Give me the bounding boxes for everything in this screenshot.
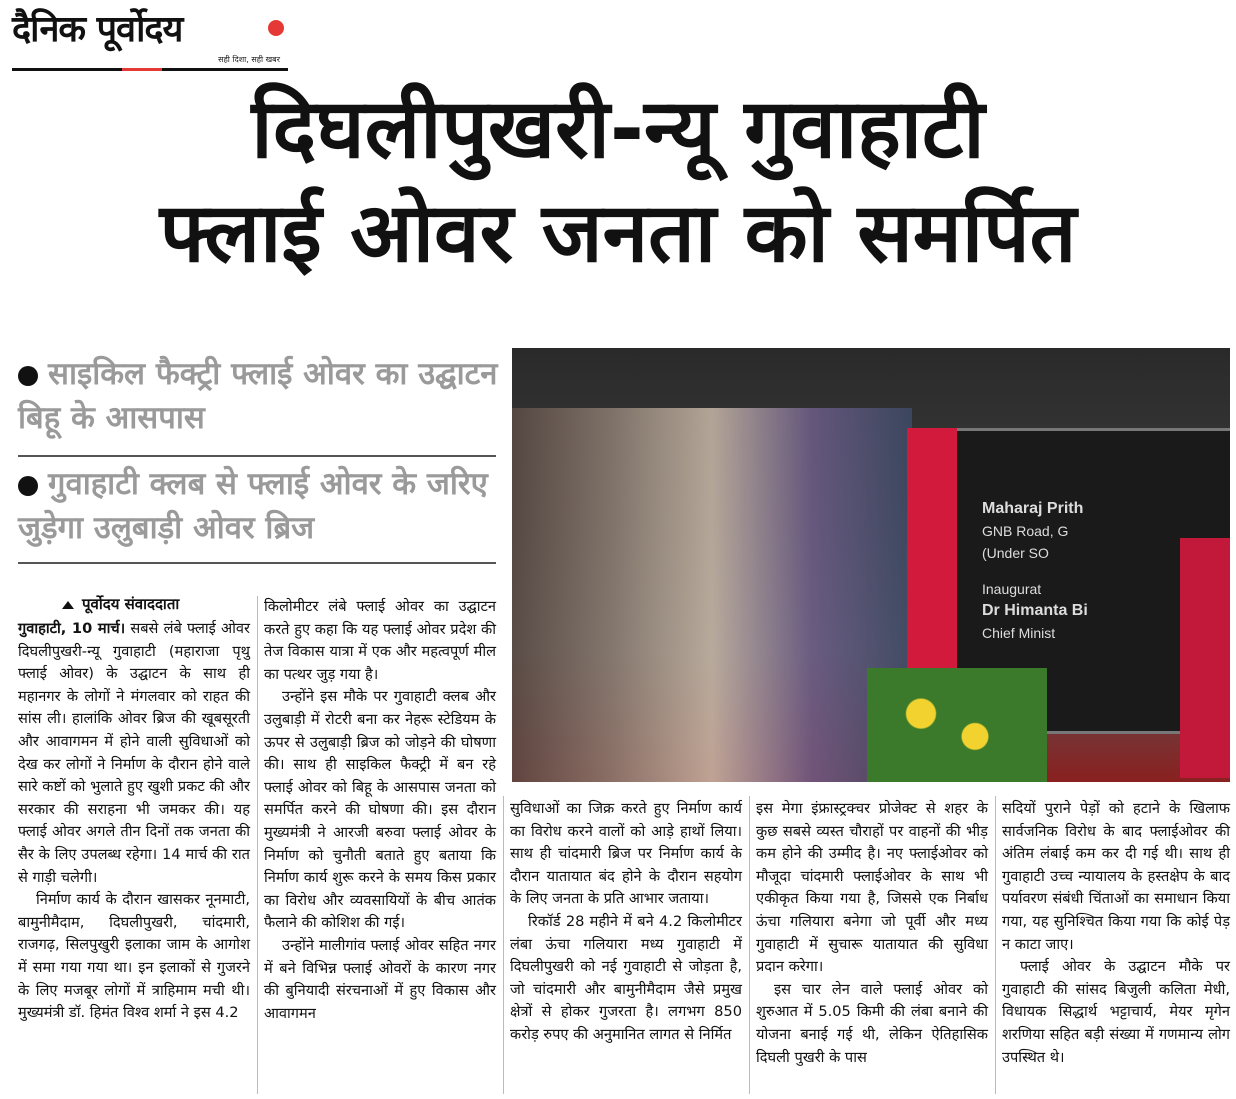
paragraph: सुविधाओं का जिक्र करते हुए निर्माण कार्य का विरोध करने वालों को आड़े हाथों लिया। साथ ही चांदमारी ब्रिज पर निर्माण कार्य के दौरान यातायात बंद होने के दौरान सहयोग के लिए जनता के प्रति आभार जताया। (510, 800, 742, 908)
newspaper-logo: दैनिक पूर्वोदय (12, 9, 183, 50)
plaque-line: Dr Himanta Bi (982, 602, 1088, 619)
paragraph: उन्होंने इस मौके पर गुवाहाटी क्लब और उलुबाड़ी में रोटरी बना कर नेहरू स्टेडियम के ऊपर से उलुबाड़ी ब्रिज को जोड़ने की घोषणा की। साथ ही साइकिल फैक्ट्री में बन रहे फ्लाई ओवर को बिहू के आसपास जनता को समर्पित करने की घोषणा की। इस दौरान मुख्यमंत्री ने आरजी बरुवा फ्लाई ओवर के निर्माण को चुनौती बताते हुए बताया कि निर्माण कार्य शुरू करने के समय किस प्रकार का विरोध और व्यवसायियों के बीच आतंक फैलाने की कोशिश की गई। (264, 688, 496, 932)
headline-line-2: फ्लाई ओवर जनता को समर्पित (159, 186, 1077, 281)
plaque-line: (Under SO (982, 545, 1049, 561)
plaque-line: Maharaj Prith (982, 500, 1084, 517)
masthead-rule-accent (122, 68, 162, 71)
column-divider (257, 596, 258, 1094)
column-divider (503, 796, 504, 1094)
paragraph: निर्माण कार्य के दौरान खासकर नूनमाटी, बामुनीमैदाम, दिघलीपुखरी, चांदमारी, राजगढ़, सिलपुखुरी इलाका जाम के आगोश में समा गया गया था। इन इलाकों से गुजरने के लिए मजबूर लोगों में त्राहिमाम मची थी। मुख्यमंत्री डॉ. हिमंत विश्व शर्मा ने इस 4.2 (18, 891, 250, 1022)
column-divider (995, 796, 996, 1094)
paragraph: इस चार लेन वाले फ्लाई ओवर को शुरुआत में 5.05 किमी की लंबा बनाने की योजना बनाई गई थी, लेकिन ऐतिहासिक दिघली पुखरी के पास (756, 980, 988, 1066)
news-photo (512, 348, 1230, 782)
tagline: सही दिशा, सही खबर (218, 55, 280, 64)
subhead-divider (18, 562, 496, 564)
paragraph: सदियों पुराने पेड़ों को हटाने के खिलाफ सार्वजनिक विरोध के बाद फ्लाईओवर की अंतिम लंबाई कम कर दी गई थी। साथ ही गुवाहाटी उच्च न्यायालय के हस्तक्षेप के बाद पर्यावरण संबंधी चिंताओं का समाधान किया गया, यह सुनिश्चित किया गया कि कोई पेड़ न काटा जाए। (1002, 800, 1230, 953)
byline (62, 594, 179, 614)
dateline: गुवाहाटी, 10 मार्च। (18, 620, 126, 637)
bullet-icon (18, 366, 38, 386)
column-divider (749, 796, 750, 1094)
paragraph: सबसे लंबे फ्लाई ओवर दिघलीपुखरी-न्यू गुवाहाटी (महाराजा पृथु फ्लाई ओवर) के उद्घाटन के साथ ही महानगर के लोगों ने मंगलवार को राहत की सांस ली। हालांकि ओवर ब्रिज की खूबसूरती और आवागमन में होने वाली सुविधाओं को देख कर लोगों ने निर्माण के दौरान होने वाले सारे कष्टों को भुलाते हुए खुशी प्रकट की और सरकार की सराहना भी जमकर की। यह फ्लाई ओवर अगले तीन दिनों तक जनता की सैर के लिए उपलब्ध रहेगा। 14 मार्च की रात से गाड़ी चलेगी। (18, 620, 251, 886)
paragraph: किलोमीटर लंबे फ्लाई ओवर का उद्घाटन करते हुए कहा कि यह फ्लाई ओवर प्रदेश की तेज विकास यात्रा में एक और महत्वपूर्ण मील का पत्थर जुड़ गया है। (264, 598, 496, 683)
flower-decoration (867, 668, 1047, 782)
article-column-2 (264, 596, 496, 1025)
masthead (12, 8, 288, 72)
plaque-text (982, 498, 1222, 644)
article-column-1 (18, 618, 250, 1025)
bullet-icon (18, 476, 38, 496)
subhead-2 (18, 462, 498, 550)
subhead-2-text: गुवाहाटी क्लब से फ्लाई ओवर के जरिए जुड़ेगा उलुबाड़ी ओवर ब्रिज (18, 466, 488, 546)
paragraph: रिकॉर्ड 28 महीने में बने 4.2 किलोमीटर लंबा ऊंचा गलियारा मध्य गुवाहाटी में दिघलीपुखरी को नई गुवाहाटी से जोड़ता है, जो चांदमारी और बामुनीमैदाम जैसे प्रमुख क्षेत्रों से होकर गुजरता है। लगभग 850 करोड़ रुपए की अनुमानित लागत से निर्मित (510, 912, 742, 1043)
headline-line-1: दिघलीपुखरी-न्यू गुवाहाटी (251, 82, 985, 177)
subhead-1-text: साइकिल फैक्ट्री फ्लाई ओवर का उद्घाटन बिहू के आसपास (18, 356, 498, 436)
paragraph: फ्लाई ओवर के उद्घाटन मौके पर गुवाहाटी की सांसद बिजुली कलिता मेधी, विधायक सिद्धार्थ भट्टाचार्य, मेयर मृगेन शरणिया सहित बड़ी संख्या में गणमान्य लोग उपस्थित थे। (1002, 958, 1230, 1066)
logo-dot-icon (268, 20, 284, 36)
article-column-3 (510, 798, 742, 1047)
plaque-line: GNB Road, G (982, 523, 1069, 539)
plaque-line: Chief Minist (982, 625, 1056, 641)
byline-text: पूर्वोदय संवाददाता (82, 595, 180, 613)
paragraph: उन्होंने मालीगांव फ्लाई ओवर सहित नगर में बने विभिन्न फ्लाई ओवरों के कारण नगर की बुनियादी संरचनाओं में हुए विकास और आवागमन (264, 936, 496, 1022)
article-column-4 (756, 798, 988, 1069)
paragraph: इस मेगा इंफ्रास्ट्रक्चर प्रोजेक्ट से शहर के कुछ सबसे व्यस्त चौराहों पर वाहनों की भीड़ कम होने की उम्मीद है। नए फ्लाईओवर को मौजूदा चांदमारी फ्लाईओवर के साथ भी एकीकृत किया गया है, जिससे एक निर्बाध ऊंचा गलियारा बनेगा जो पूर्वी और मध्य गुवाहाटी में सुचारू यातायात की सुविधा प्रदान करेगा। (756, 800, 988, 976)
headline (10, 80, 1226, 288)
plaque-line: Inaugurat (982, 581, 1042, 597)
article-column-5 (1002, 798, 1230, 1069)
triangle-icon (62, 601, 74, 609)
photo-people (512, 408, 912, 782)
subhead-1 (18, 352, 498, 440)
subhead-divider (18, 455, 496, 457)
